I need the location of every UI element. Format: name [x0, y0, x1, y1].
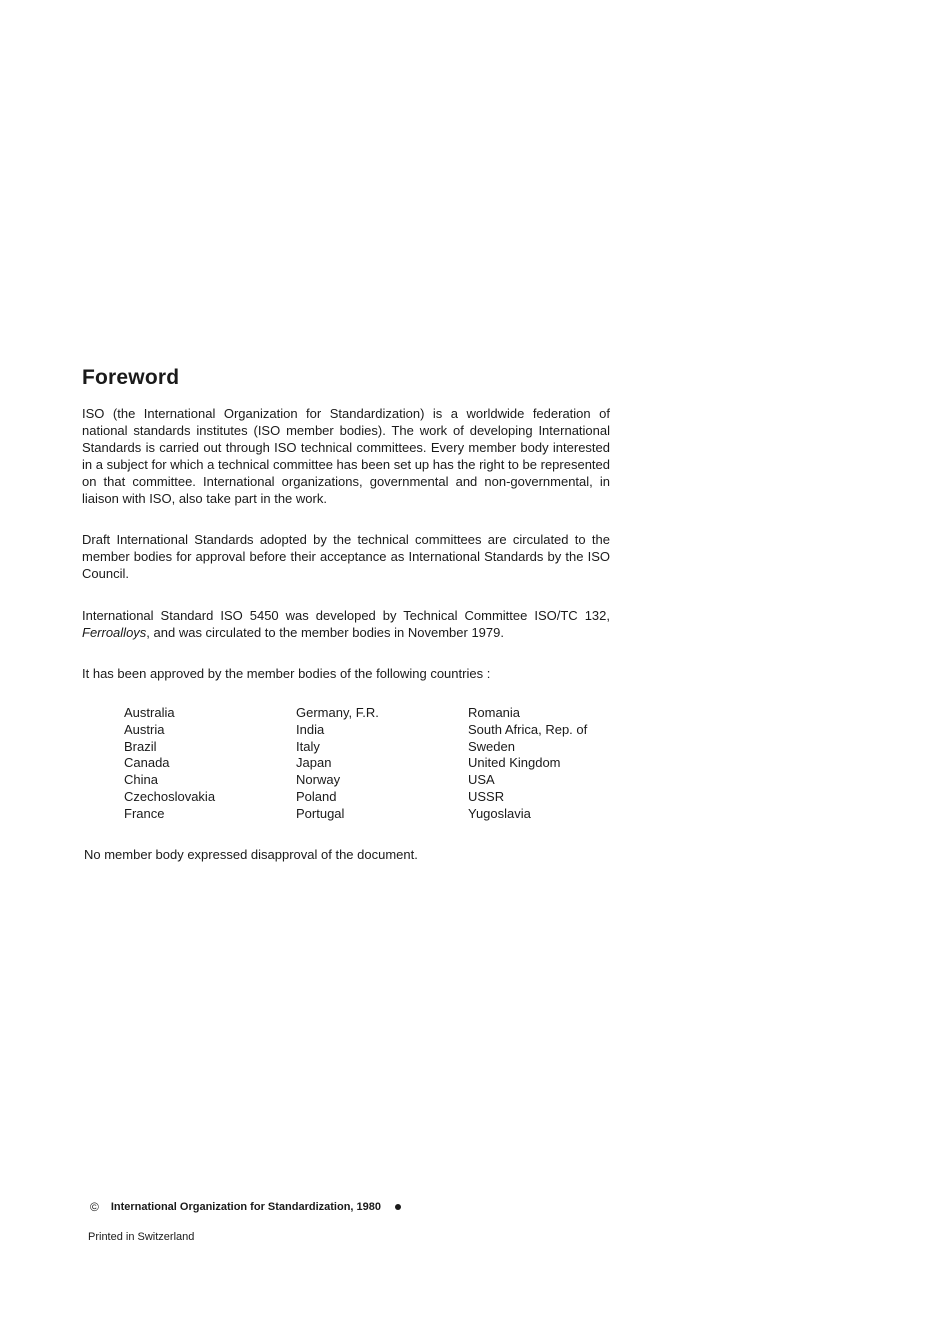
- country-item: Japan: [296, 755, 332, 771]
- country-item: Czechoslovakia: [124, 788, 216, 804]
- country-column-3: [468, 705, 628, 823]
- foreword-paragraph-approval: It has been approved by the member bodies of the following countries :: [82, 666, 491, 681]
- committee-title: Ferroalloys: [82, 625, 147, 640]
- foreword-paragraph-standard: [82, 607, 610, 641]
- country-item: Sweden: [468, 738, 515, 754]
- country-item: Germany, F.R.: [296, 705, 379, 720]
- country-item: Brazil: [124, 738, 157, 754]
- country-item: Poland: [296, 788, 337, 804]
- copyright-text: International Organization for Standardization, 1980: [110, 1201, 381, 1213]
- copyright-icon: ©: [90, 1200, 99, 1214]
- country-item: South Africa, Rep. of: [468, 721, 588, 737]
- country-list: [124, 705, 628, 823]
- country-column-2: [296, 705, 468, 823]
- foreword-paragraph-iso: ISO (the International Organization for Standardization) is a worldwide federation of national standards institutes (ISO member bodies). The work of developing International Standards is carried out through ISO technical committees. Every member body interested in a subject for which a technical committee has been set up has the right to be represented on that committee. International organizations, governmental and non-governmental, in liaison with ISO, also take part in the work.: [82, 406, 610, 506]
- country-item: Canada: [124, 755, 170, 771]
- foreword-paragraph-draft: Draft International Standards adopted by the technical committees are circulated to the member bodies for approval before their acceptance as International Standards by the ISO Council.: [82, 532, 610, 581]
- country-item: China: [124, 772, 158, 788]
- country-item: Austria: [124, 721, 165, 737]
- standard-text-start: International Standard ISO 5450 was developed by Technical Committee ISO/TC 132,: [82, 608, 610, 623]
- printed-location: Printed in Switzerland: [88, 1231, 195, 1243]
- country-item: Norway: [296, 772, 341, 788]
- standard-text-end: , and was circulated to the member bodies in November 1979.: [146, 625, 504, 640]
- country-column-1: [124, 705, 296, 823]
- bullet-icon: [395, 1204, 401, 1210]
- country-item: Portugal: [296, 805, 345, 821]
- copyright-line: [90, 1200, 401, 1214]
- country-item: Romania: [468, 705, 521, 720]
- country-item: USA: [468, 772, 495, 788]
- foreword-paragraph-disapproval: No member body expressed disapproval of the document.: [84, 847, 418, 862]
- country-item: Australia: [124, 705, 175, 720]
- country-item: USSR: [468, 788, 505, 804]
- country-item: Yugoslavia: [468, 805, 531, 821]
- country-item: Italy: [296, 738, 320, 754]
- country-item: France: [124, 805, 165, 821]
- country-item: India: [296, 721, 325, 737]
- page-title: Foreword: [82, 366, 180, 389]
- country-item: United Kingdom: [468, 755, 561, 771]
